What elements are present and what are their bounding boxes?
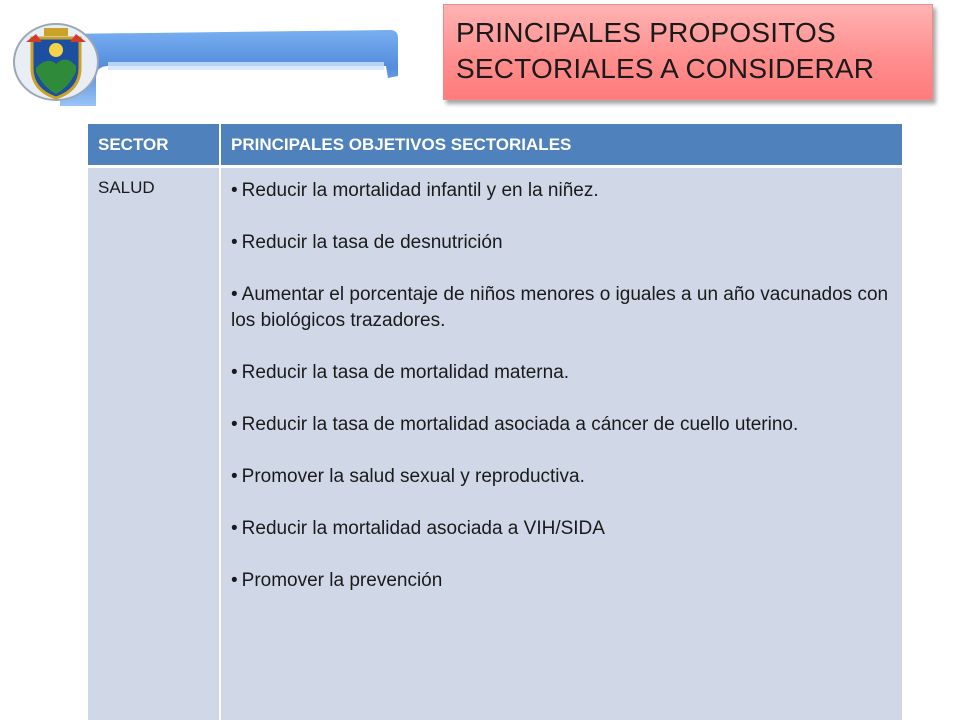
table-row <box>88 167 903 720</box>
page-title: PRINCIPALES PROPOSITOS SECTORIALES A CONSIDERAR <box>456 17 875 84</box>
title-box <box>443 4 933 100</box>
objectives-cell <box>220 167 903 720</box>
header-objectives: PRINCIPALES OBJETIVOS SECTORIALES <box>220 124 903 167</box>
list-item: • Reducir la tasa de mortalidad materna. <box>231 360 892 386</box>
table-header-row <box>88 124 903 167</box>
sector-name: SALUD <box>98 178 155 197</box>
header-sector: SECTOR <box>88 124 220 167</box>
list-item: • Reducir la tasa de mortalidad asociada a cáncer de cuello uterino. <box>231 412 892 438</box>
list-item: • Promover la salud sexual y reproductiva. <box>231 464 892 490</box>
list-item: • Promover la prevención <box>231 568 892 594</box>
list-item: • Reducir la mortalidad infantil y en la niñez. <box>231 178 892 204</box>
municipal-crest-icon <box>8 12 104 108</box>
list-item: • Aumentar el porcentaje de niños menores o iguales a un año vacunados con los biológicos trazadores. <box>231 282 892 334</box>
objectives-table <box>88 124 904 720</box>
objectives-list <box>231 178 892 594</box>
list-item: • Reducir la mortalidad asociada a VIH/SIDA <box>231 516 892 542</box>
sector-cell <box>88 167 220 720</box>
list-item: • Reducir la tasa de desnutrición <box>231 230 892 256</box>
